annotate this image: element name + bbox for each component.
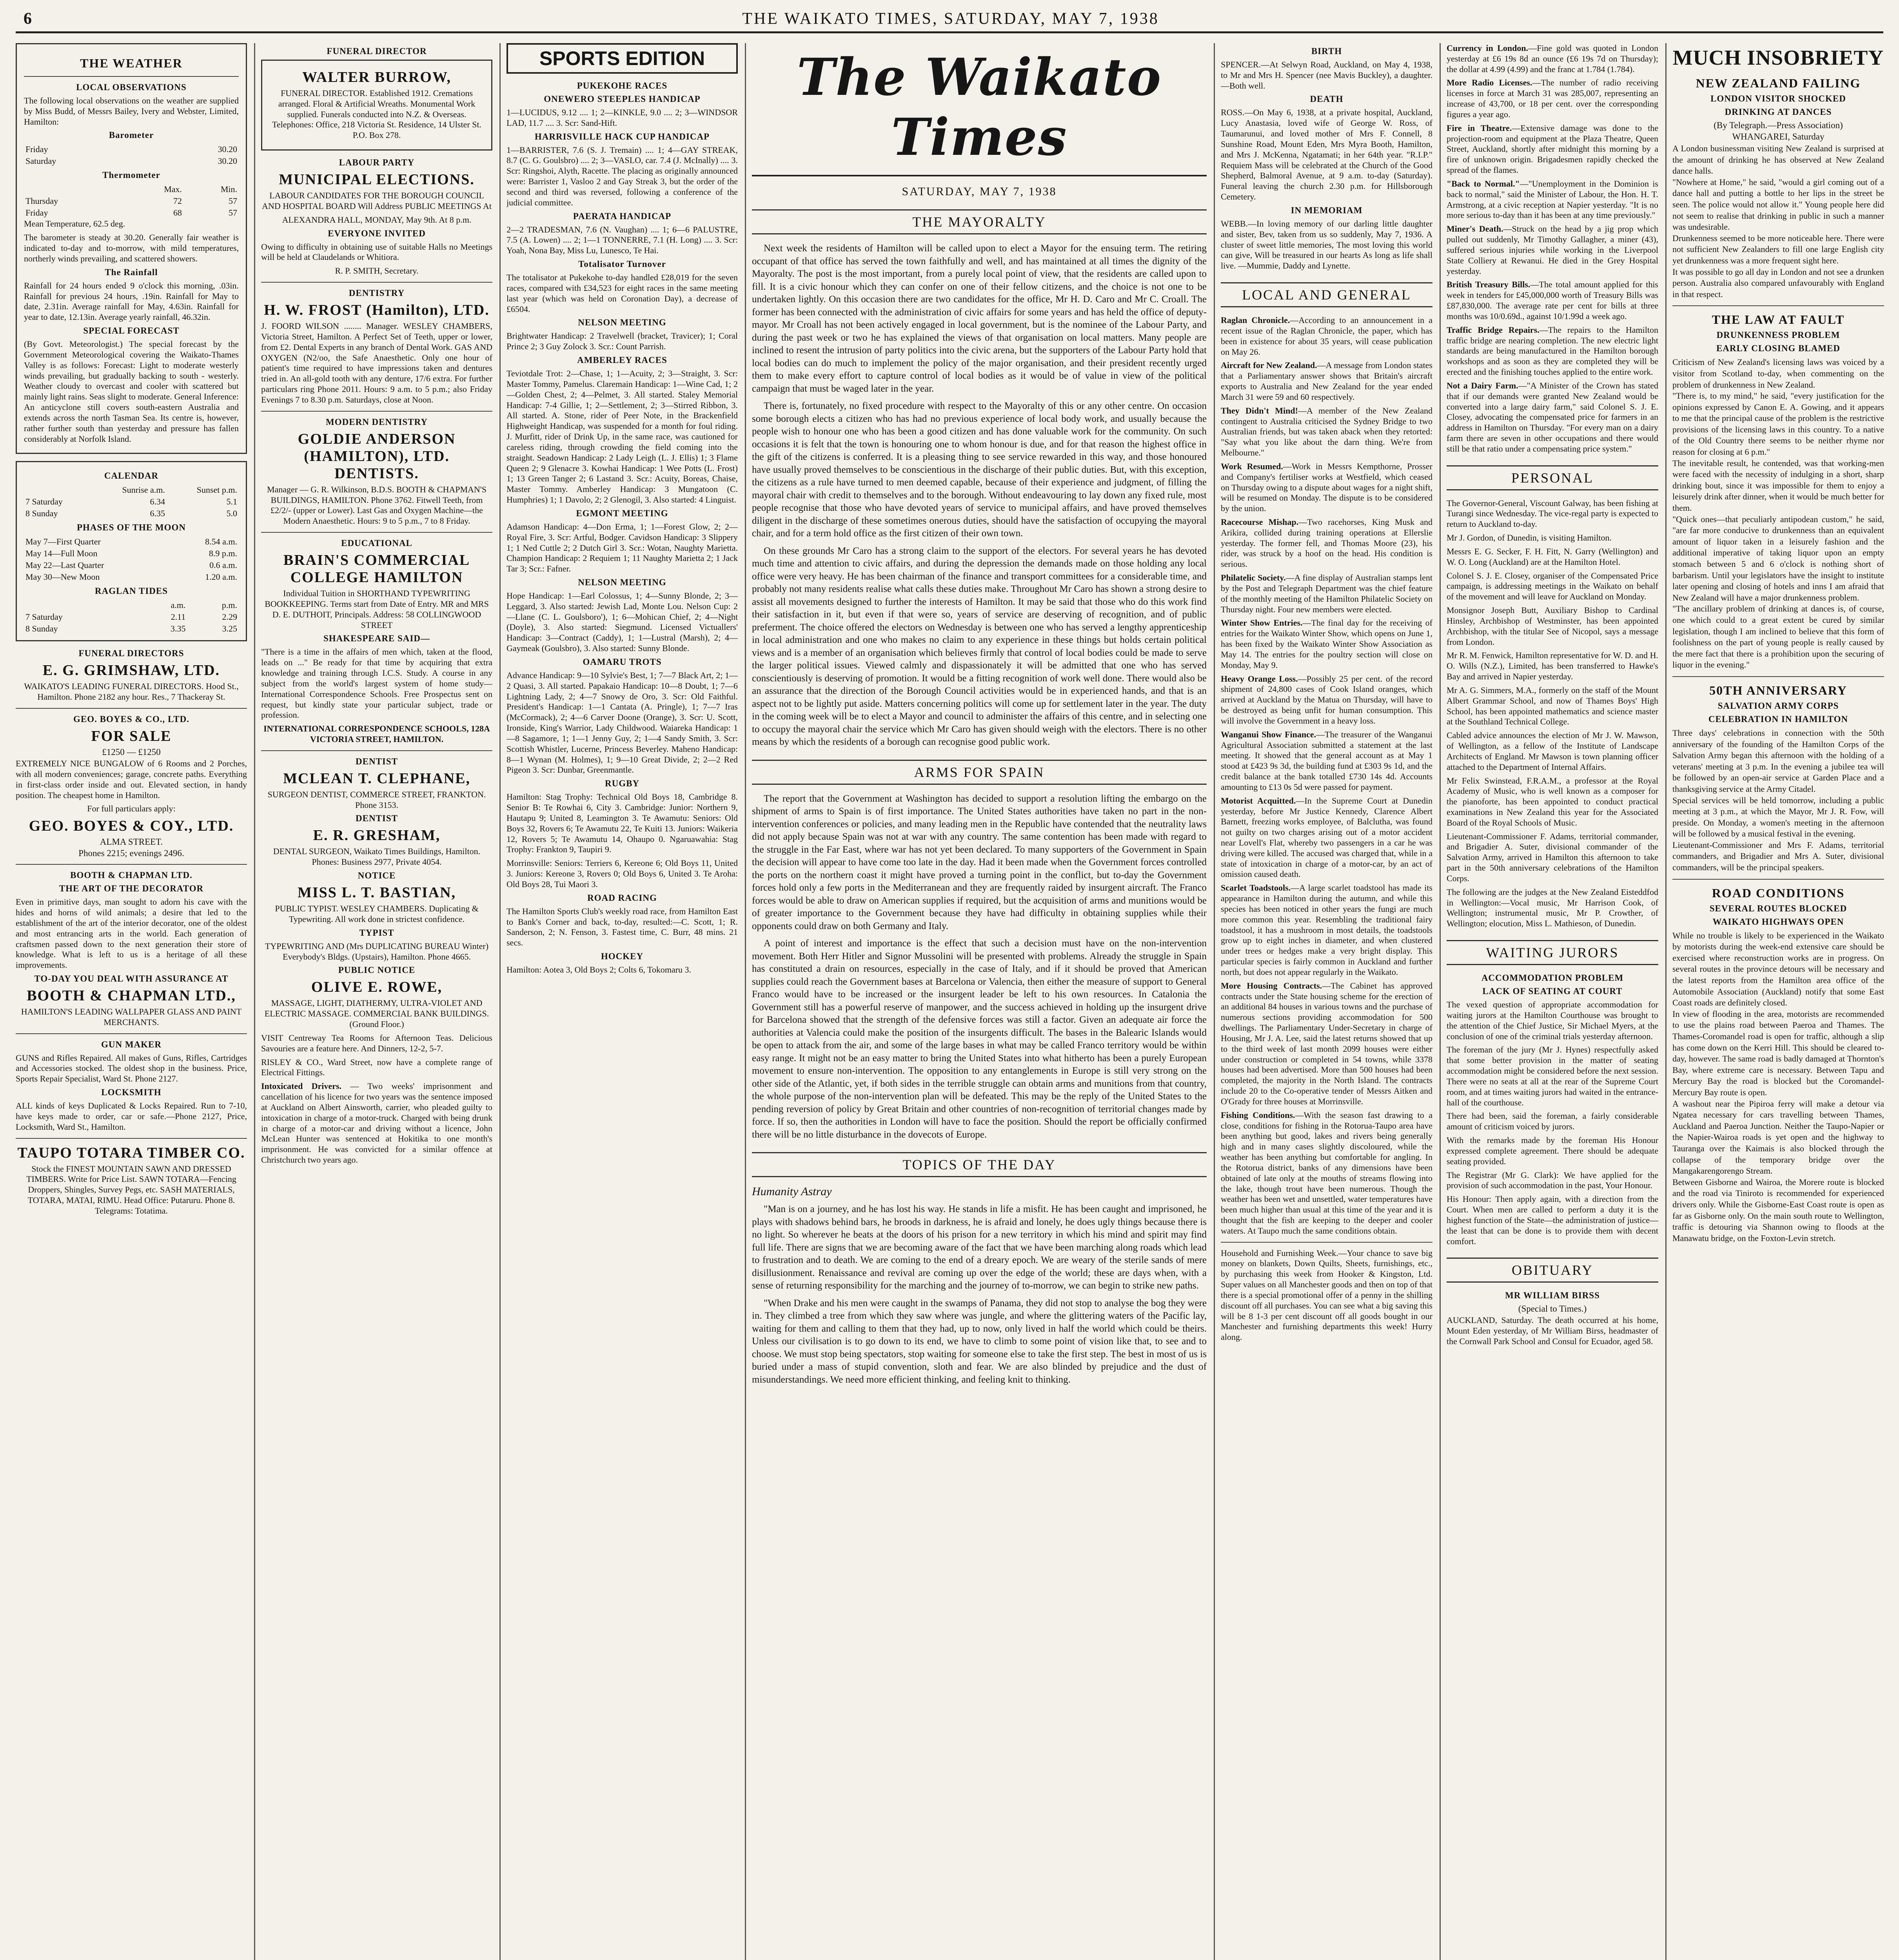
highways-open-subheading: WAIKATO HIGHWAYS OPEN [1712,916,1844,927]
personal-item: Colonel S. J. E. Closey, organiser of the Compensated Price campaign, is addressing meetings in the Waikato on behalf of the movement and will leave for Auckland on Monday. [1447,570,1658,602]
mclean-name: MCLEAN T. CLEPHANE, [283,770,470,787]
drunkenness-subheading: DRUNKENNESS PROBLEM [1716,330,1840,340]
alexandra-hall: ALEXANDRA HALL, MONDAY, May 9th. At 8 p.m. [282,214,472,225]
news-item-lead: Motorist Acquitted. [1221,795,1296,806]
column-1 [16,43,247,1960]
news-item: Fire in Theatre.—Extensive damage was done to the projection-room and equipment at the Plaza Theatre, Queen Street, Auckland, shortly after midnight this morning by a fire of unknown origin. Brigadesmen rapidly checked the spread of the flames. [1447,123,1658,175]
shakespeare-text: "There is a time in the affairs of men which, taken at the flood, leads on ..." Be ready for that time by acquiring that extra knowledge and training through I.C.S. Study. A course in any subject from the world's largest system of home study—International Correspondence Schools. Free Prospectus sent on request, but kindly state your particular subject, trade or profession. [261,647,492,720]
brain-college-name: BRAIN'S COMMERCIAL COLLEGE HAMILTON [283,552,470,586]
news-item-text: A member of the New Zealand contingent to Australia criticised the Sydney Bridge to two Australian friends, but was taken aback when they retorted: "Say what you like about the darn thing. We're from Melbourne." [1221,405,1432,458]
news-item: Aircraft for New Zealand.—A message from London states that a Parliamentary answer shows that Britain's aircraft exports to Australia and New Zealand for the year ended March 31 were 59 and 60 respectively. [1221,360,1432,402]
road-paragraph: Between Gisborne and Wairoa, the Morere route is blocked and the road via Tiniroto is recommended for experienced drivers only. While the Gisborne-East Coast route is open as far as Gisborne only. On the main south route to Wellington, traffic is detouring via Shannon owing to floods at the Manawatu bridge, on the Foxton-Levin stretch. [1672,1177,1884,1243]
result-text: The Hamilton Sports Club's weekly road race, from Hamilton East to Bank's Corner and back, to-day, resulted:—C. Scott, 1; R. Sanderson, 2; N. Fenson, 3. Fastest time, C. Burr, 48 mins. 21 secs. [507,906,738,948]
news-item-text: The repairs to the Hamilton traffic bridge are nearing completion. The new electric light standards are being manufactured in the Hamilton borough workshops and as soon as they are completed they will be erected and the finishing touches applied to the entire work. [1447,325,1658,377]
gun-maker-heading: GUN MAKER [101,1039,162,1049]
personal-heading: PERSONAL [1447,465,1658,490]
table-row: May 22—Last Quarter 0.6 a.m. [25,560,237,570]
news-item-text: "Unemployment in the Dominion is back to normal," said the Minister of Labour, the Hon. H. T. Armstrong, at a civic reception at Napier yesterday. "It is no more serious to-day than it has been at any time previously." [1447,178,1658,220]
tides-heading: RAGLAN TIDES [94,586,168,596]
shakespeare-heading: SHAKESPEARE SAID— [323,633,430,644]
jurors-items [1447,1000,1658,1247]
table-row: May 7—First Quarter 8.54 a.m. [25,537,237,547]
obituary-source: (Special to Times.) [1518,1304,1587,1314]
road-paragraph: While no trouble is likely to be experienced in the Waikato by motorists during the week-end extensive care should be exercised where reconstruction works are in progress. On several routes in the province detours will be necessary and the latest reports from the Hamilton area office of the Automobile Association (Auckland) notify that some East Coast roads are definitely closed. [1672,930,1884,1008]
weather-heading: THE WEATHER [80,56,183,70]
page-masthead: THE WAIKATO TIMES, SATURDAY, MAY 7, 1938 [742,10,1159,28]
news-item-text: "A Minister of the Crown has stated that if our demands were granted New Zealand would be converted into a large dairy farm," said Colonel S. J. E. Closey, advocating the compensated price for farmers in an address in Hamilton on Thursday. "For every man on a dairy farm there are seven in other occupations and there would still be that ratio under a compensating price system." [1447,380,1658,454]
local-general-heading: LOCAL AND GENERAL [1221,282,1432,307]
funeral-directors-heading: FUNERAL DIRECTORS [78,648,184,659]
insobriety-paragraph: A London businessman visiting New Zealand is surprised at the amount of drinking he has observed at New Zealand dance halls. [1672,143,1884,176]
news-item-text: According to an announcement in a recent issue of the Raglan Chronicle, the paper, which has been in existence for about 35 years, will cease publication on May 26. [1221,315,1432,357]
modern-dentistry-heading: MODERN DENTISTRY [326,417,428,427]
salvation-army-subheading: SALVATION ARMY CORPS [1717,701,1839,711]
result-text: Adamson Handicap: 4—Don Erma, 1; 1—Forest Glow, 2; 2—Royal Fire, 3. Scr: Artful, Bodger. Cavidson Handicap: 3 Slippery 1; 1 Ned Cuttle 2; 2 Dutch Girl 3. Scr.: Wotan, Naughty Marietta. Champion Handicap: 2 Requiem 1; 11 Naughty Marietta 2; 1 Jack Tar 3; Scr.: Fafner. [507,521,738,574]
boyes-street: ALMA STREET. [100,837,163,847]
road-paragraph: A washout near the Pipiroa ferry will make a detour via Ngatea necessary for cars travelling between Thames, Auckland and Paeroa Junction. Neither the Taupo-Napier or the Napier-Wairoa roads is yet open and the highway to Tauranga over the Kaimais is also blocked through the collapse of the temporary bridge over the Mangakarengorengo Stream. [1672,1098,1884,1176]
nz-failing-headline: NEW ZEALAND FAILING [1696,76,1861,90]
news-item-text: Work in Messrs Kempthorne, Prosser and Company's fertiliser works at Westfield, which ceased on Thursday owing to a dispute about wages for a night shift, will be resumed on Monday. The dispute is to be considered by the union. [1221,461,1432,514]
visitor-subheading: LONDON VISITOR SHOCKED [1710,94,1846,103]
news-item-lead: Fire in Theatre. [1447,123,1512,133]
result-text: Advance Handicap: 9—10 Sylvie's Best, 1; 7—7 Black Art, 2; 1—2 Quasi, 3. All started. Papakaio Handicap: 10—8 Doubt, 1; 7—6 Lightning Lady, 2; 4—7 Snowy de Oro, 3. Scr: Old Faithful. President's Handicap: 1—1 Cantata (A. Pringle), 1; 7—7 Iras (McCormack), 2; 4—6 Carver Doone (Orange), 3. Scr: U. Scott, Ironside, King's Warrior, Lady Childwood. Waiareka Handicap: 1—8 Sagamore, 1; 1—1 Jenny Guy, 2; 1—4 Sandy Smith, 3. Scr: Scottish Whistler, Lucerne, Princess Beverley. Maheno Handicap: 8—1 Wynan (M. Holmes), 1; 9—10 Great Divide, 2; 2—2 Red Pigeon 3. Scr: Dunbar, Greenmantle. [507,670,738,775]
news-item-text: A large scarlet toadstool has made its appearance in Hamilton during the autumn, and while this species has been noticed in other years the fungi are much more common this year. Resembling the traditional fairy toadstool, it has a mushroom in most details, the toadstools grow up to eight inches in diameter, and when clustered under trees or hedges make a very bright display. This particular species is fairly common in Auckland and further north, but does not appear regularly in the Waikato. [1221,883,1432,977]
news-item-lead: Aircraft for New Zealand. [1221,360,1317,370]
totara-text: Stock the FINEST MOUNTAIN SAWN AND DRESSED TIMBERS. Write for Price List. SAWN TOTARA—Fencing Droppers, Shingles, Survey Pegs, etc. SASH MATERIALS, TOTARA, MATAI, RIMU. Head Office: Putaruru. Phone 8. Telegrams: Totatima. [26,1163,236,1216]
moon-table [24,536,239,583]
arms-paragraph: A point of interest and importance is the effect that such a decision must have on the non-intervention movement. Both Herr Hitler and Signor Mussolini will be presented with problems. Already the struggle in Spain has constituted a drain on resources, especially in the case of Italy, and if it should be proved that American supplies could reach the Government bases at Barcelona or Valencia, then either the measure of support to General Franco would have to be increased or the insurgent leader be left to his own resources. In Catalonia the Government still has a powerful reserve of manpower, and the success achieved in holding up the insurgent drive for Barcelona showed that the strength of the defensive forces was still a factor. Given an adequate air force the authorities at Valencia could make the position of the insurgents difficult. The bases in the Balearic Islands would be open to attack from the air, and some of the large bases in what may be called Franco territory would be within easy range. It might not be an easy matter to bring the United States into what hitherto has been a purely European movement to ensure non-intervention. The opposition to any entanglements in Europe is still very strong on the other side of the Atlantic, yet, if both sides in the terrible struggle can obtain arms and munitions from that country, the whole purpose of the non-intervention plan will be defeated. This may be the reply of the United States to the pending reversion of policy by Great Britain and other countries of non-recognition of territorial changes made by force. If so, then the authorities in London will have to face the position. Should the report be officially confirmed there will be no little disturbance in the dovecots of Europe. [752,938,1207,1140]
boyes-phones: Phones 2215; evenings 2496. [78,848,184,858]
result-heading: RUGBY [605,779,640,789]
personal-item: Cabled advice announces the election of Mr J. W. Mawson, of Wellington, as a fellow of the Institute of Landscape Architects of England. Mr Mawson is town planning officer attached to the Department of Internal Affairs. [1447,730,1658,772]
road-paragraph: In view of flooding in the area, motorists are recommended to use the plains road between Paeroa and Thames. The Thames-Coromandel road is open for traffic, although a slip has come down on the Kerri Hill. This should be cleared to-day, however. The same road is badly damaged at Thornton's Bay, where extreme care is necessary. Between Tapu and Mercury Bay the road is blocked but the Coromandel-Mercury Bay route is open. [1672,1009,1884,1097]
mayoralty-heading: THE MAYORALTY [752,209,1207,234]
table-row: May 30—New Moon 1.20 a.m. [25,572,237,582]
result-text: Hope Handicap: 1—Earl Colossus, 1; 4—Sunny Blonde, 2; 3—Leggard, 3. Also started: Jewish Lad, Monte Lou. Nelson Cup: 2—Llane (C. L. Goulsboro'), 1; 6—Mohican Chief, 2; 4—Night (Doyle), 3. Also started: Siegmund. Licensed Victuallers' Handicap: 3—Contract (Caddy), 1; 1—Lustral (Marsh), 2; 4—Gaymeak (Goulsbro), 3. Also started: Sunny Blonde. [507,590,738,653]
special-forecast-heading: SPECIAL FORECAST [83,326,180,336]
sale-price: £1250 — £1250 [102,747,161,757]
decorator-heading: THE ART OF THE DECORATOR [59,884,204,894]
dances-subheading: DRINKING AT DANCES [1725,107,1832,117]
result-text: Hamilton: Stag Trophy: Technical Old Boys 18, Cambridge 8. Senior B: Te Rowhai 6, City 3. Cambridge: Junior: Northern 9, Hautapu 9; United 8, Leamington 3. Te Awamutu: Seniors: Old Boys 32, Rovers 6; Te Awamutu 22, Te Kuiti 13. Juniors: Waikeria 12, Rovers 5; Te Awamutu 14, Ohaupo 0. Ngaruawahia: Stag Trophy: Frankton 9, Taupiri 9. [507,792,738,855]
news-item: Currency in London.—Fine gold was quoted in London yesterday at £6 19s 8d an ounce (£6 19s 7d on Thursday); the dollar at 4.99 (4.99) and the franc at 1.784 (1.784). [1447,43,1658,74]
mclean-text: SURGEON DENTIST, COMMERCE STREET, FRANKTON. Phone 3153. [267,789,486,810]
news-item: Fishing Conditions.—With the season fast drawing to a close, conditions for fishing in the Rotorua-Taupo area have been anything but good, lakes and rivers being generally high and in many cases slightly discoloured, while the weather has been anything but comfortable for angling. In the Rotorua district, banks of any dimensions have been obtained of late only at the mouths of streams flowing into the lake, though trout have been numerous. Though the weather has been wet and unsettled, water temperatures have been much higher than usual at this time of the year and it is thought that the fish are keeping to the deeper and cooler waters. At Taupo much the same conditions obtain. [1221,1110,1432,1236]
brain-college-text: Individual Tuition in SHORTHAND TYPEWRITING BOOKKEEPING. Terms start from Date of Entry. MR and MRS D. E. DUTHOIT, Principals. Address: 58 COLLINGWOOD STREET [265,588,489,630]
page-number: 6 [24,10,32,28]
rainfall-text: Rainfall for 24 hours ended 9 o'clock this morning, .03in. Rainfall for previous 24 hours, .19in. Rainfall for May to date, 2.31in. Average rainfall for May, 4.63in. Rainfall for year to date, 12.13in. Average yearly rainfall, 46.32in. [24,280,239,322]
law-paragraph: Criticism of New Zealand's licensing laws was voiced by a visitor from Scotland to-day, when commenting on the problem of drunkenness in New Zealand. [1672,357,1884,390]
news-item-lead: Miner's Death. [1447,224,1503,234]
topics-paragraph: "When Drake and his men were caught in the swamps of Panama, they did not stop to analyse the bog they were in. They climbed a tree from which they saw where was jungle, and where the glittering waters of the Pacific lay, waiting for them and calling to them that they had, up to now, only lived in half the world which could be theirs. Unless our civilisation is to go down to its end, we have to climb to some point of vision like that, to see and to choose. We must stop being spectators, stop waiting for someone else to take the first step. The best in most of us is buried under a mass of stupid convention, sloth and fear. We are also blinded by prejudice and the dust of misunderstandings. We need more efficient thinking, and feeling knit to thinking. [752,1298,1207,1385]
thermometer-heading: Thermometer [102,170,160,180]
early-closing-subheading: EARLY CLOSING BLAMED [1716,343,1841,354]
result-heading: NELSON MEETING [578,577,666,587]
news-item-text: Possibly 25 per cent. of the record shipment of 24,800 cases of Cook Island oranges, which arrived at Auckland by the Matua on Thursday, will have to be destroyed as being unfit for human consumption. This will involve the Government in a heavy loss. [1221,673,1432,726]
table-row: 8 Sunday 3.35 3.25 [25,624,237,634]
insobriety-headline: MUCH INSOBRIETY [1672,46,1884,69]
personal-item: Monsignor Joseph Butt, Auxiliary Bishop to Cardinal Hinsley, Archbishop of Westminster, has been appointed Archbishop, with the titular See of Nicopol, says a message from London. [1447,605,1658,647]
news-item-lead: Currency in London. [1447,43,1529,53]
boyes-signature: GEO. BOYES & COY., LTD. [29,818,234,835]
result-text: Brightwater Handicap: 2 Travelwell (bracket, Travicer); 1; Coral Prince 2; 3 Guy Zolock 3. Scr.: Count Parrish. [507,331,738,352]
insobriety-paragraph: It was possible to go all day in London and not see a drunken person. Australia also compared unfavourably with England in that respect. [1672,267,1884,299]
column-6 [1447,43,1658,1960]
column-3 [507,43,738,1960]
road-conditions-headline: ROAD CONDITIONS [1712,886,1845,900]
humanity-astray-heading: Humanity Astray [752,1185,832,1198]
table-row: Saturday 30.20 [25,156,237,166]
news-item: Motorist Acquitted.—In the Supreme Court at Dunedin yesterday, before Mr Justice Kennedy, Clarence Albert Barnett, freezing works employee, of Balclutha, was found not guilty on two charges arising out of a motor accident near Lovell's Flat, whereby two passengers in a car he was driving were killed. The accused was charged that, while in a state of intoxication in charge of a motor-car, by an act of omission caused death. [1221,795,1432,879]
for-sale-heading: FOR SALE [91,728,172,745]
news-item: Not a Dairy Farm.—"A Minister of the Crown has stated that if our demands were granted New Zealand would be converted into a large dairy farm," said Colonel S. J. E. Closey, advocating the compensated price for farmers in an address in Hamilton on Thursday. "For every man on a dairy farm there are seven in other occupations and there would still be that ratio under a compensating price system." [1447,380,1658,454]
column-5 [1221,43,1432,1960]
news-item-text: Extensive damage was done to the projection-room and equipment at the Plaza Theatre, Queen Street, Auckland, shortly after midnight this morning by a fire of unknown origin. Brigadesmen rapidly checked the spread of the flames. [1447,123,1658,175]
result-text: Hamilton: Aotea 3, Old Boys 2; Colts 6, Tokomaru 3. [507,965,692,975]
table-row: May 14—Full Moon 8.9 p.m. [25,548,237,559]
personal-item: Messrs E. G. Secker, F. H. Fitt, N. Garry (Wellington) and W. O. Long (Auckland) are at the Hamilton Hotel. [1447,546,1658,567]
news-item-lead: More Radio Licenses. [1447,78,1532,88]
news-item-text: The total amount applied for this week in tenders for £45,000,000 worth of Treasury Bills was £87,830,000. The average rate per cent for bills at three months was 10/0.69d., against 10/1.99d a week ago. [1447,279,1658,321]
news-item-lead: Not a Dairy Farm. [1447,380,1518,390]
news-item-text: In the Supreme Court at Dunedin yesterday, before Mr Justice Kennedy, Clarence Albert Barnett, freezing works employee, of Balclutha, was found not guilty on two charges arising out of a motor accident near Lovell's Flat, whereby two passengers in a car he was driving were killed. The accused was charged that, while in a state of intoxication in charge of a motor-car, by an act of omission caused death. [1221,795,1432,879]
column-4 [752,43,1207,1960]
news-item-text: A message from London states that a Parliamentary answer shows that Britain's aircraft exports to Australia and New Zealand for the year ended March 31 were 59 and 60 respectively. [1221,360,1432,402]
news-item: More Radio Licenses.—The number of radio receiving licenses in force at March 31 was 285,007, representing an increase of 43,700, or 18 per cent. over the corresponding figures a year ago. [1447,78,1658,119]
funeral-director-heading: FUNERAL DIRECTOR [327,46,427,56]
news-item: More Housing Contracts.—The Cabinet has approved contracts under the State housing scheme for the erection of an additional 84 houses in various towns and the purchase of numerous sections providing accommodation for 500 dwellings. The Parliamentary Under-Secretary in charge of Housing, Mr J. A. Lee, said the latest returns showed that up to the third week of last month 2099 houses were either under construction or completed in 54 towns, while 3378 houses had been advertised. More than 500 houses had been completed, the majority in the North Island. The contracts include 20 to the Co-operative tender of Messrs Aitken and O'Grady for three houses at Morrinsville. [1221,980,1432,1106]
burrow-text: FUNERAL DIRECTOR. Established 1912. Cremations arranged. Floral & Artificial Wreaths. Monumental Work supplied. Funerals conducted into N.Z. & Overseas. Telephones: Office, 218 Victoria St. Residence, 14 Ulster St. P.O. Box 278. [272,88,481,140]
booth-heading: BOOTH & CHAPMAN LTD. [70,870,192,880]
column-divider [1214,43,1215,1960]
news-item: British Treasury Bills.—The total amount applied for this week in tenders for £45,000,000 worth of Treasury Bills was £87,830,000. The average rate per cent for bills at three months was 10/0.69d., against 10/1.99d a week ago. [1447,279,1658,321]
news-item: Racecourse Mishap.—Two racehorses, King Musk and Arikira, collided during training operations at Ellerslie yesterday. The former fell, and Thomas Moore (23), his rider, was struck by a hoof on the head. His condition is serious. [1221,517,1432,569]
rowe-text: MASSAGE, LIGHT, DIATHERMY, ULTRA-VIOLET AND ELECTRIC MASSAGE. COMMERCIAL BANK BUILDINGS. (Ground Floor.) [264,998,489,1029]
frost-text: J. FOORD WILSON ........ Manager. WESLEY CHAMBERS, Victoria Street, Hamilton. A Perfect Set of Teeth, upper or lower, from £2. Dental Experts in any branch of Dental Work. GAS AND OXYGEN (N2/oo, the Safe Anaesthetic. Only one hour of patient's time required to have impressions taken and dentures tried in. An all-gold tooth with any denture, 17/6 extra. For further particulars ring Phone 2011. Hours: 9 a.m. to 5 p.m.; also Friday Evenings 7 to 8.30 p.m. Saturdays, close at Noon. [261,321,492,405]
onewero-heading: ONEWERO STEEPLES HANDICAP [544,94,701,104]
intoxicated-drivers-item: Intoxicated Drivers. — Two weeks' imprisonment and cancellation of his licence for two years was the sentence imposed at Auckland on Albert Ainsworth, carrier, who pleaded guilty to intoxication in charge of a motor-truck. Charged with being drunk in charge of a motor-car and driving without a licence, John McLean Hunter was sentenced at Hokitika to one month's imprisonment. He was convicted for a similar offence at Christchurch two years ago. [261,1081,492,1165]
news-item: Raglan Chronicle.—According to an announcement in a recent issue of the Raglan Chronicle, the paper, which has been in existence for about 35 years, will cease publication on May 26. [1221,315,1432,357]
news-item: Miner's Death.—Struck on the head by a jig prop which pulled out suddenly, Mr Timothy Gallagher, a miner (43), suffered serious injuries while working in the Liverpool State Colliery at Rewanui. He died in the Grey Hospital yesterday. [1447,224,1658,276]
news-item-text: Two racehorses, King Musk and Arikira, collided during training operations at Ellerslie yesterday. The former fell, and Thomas Moore (23), his rider, was struck by a hoof on the head. His condition is serious. [1221,517,1432,569]
mayoralty-paragraph: There is, fortunately, no fixed procedure with respect to the Mayoralty of this or any other centre. On occasion some borough elects a citizen who has had no previous experience of local body work, and usually because the people wish to honour one who has been a good citizen and has done valuable work for the community. On such occasions it is felt that the town is honouring one to whom honour is due, and for that reason the highest office in the gift of the citizens is conferred. It is a pleasing thing to see service rewarded in this way, and those honoured have usually proved themselves to be conscientious in the discharge of their public duties. But, with this exception, the citizens as a rule have turned to men deemed capable, because of their experience and judgment, of filling the mayoral chair with credit to themselves and to the borough. Without endeavouring to lay down any fixed rule, most people recognise that those who have devoted years of service to municipal affairs, and have proved themselves diligent in the discharge of these sometimes onerous duties, should have the satisfaction of occupying the mayoral chair, and for a term hold office as the first citizen of their own town. [752,401,1207,539]
routes-blocked-subheading: SEVERAL ROUTES BLOCKED [1709,903,1847,913]
waiting-jurors-heading: WAITING JURORS [1447,940,1658,965]
result-heading: OAMARU TROTS [583,657,662,667]
news-item-text: Fine gold was quoted in London yesterday at £6 19s 8d an ounce (£6 19s 7d on Thursday); the dollar at 4.99 (4.99) and the franc at 1.784 (1.784). [1447,43,1658,74]
result-heading: Totalisator Turnover [578,259,666,269]
seating-subheading: LACK OF SEATING AT COURT [1482,986,1623,996]
brief-items [1447,43,1658,454]
goldie-text: Manager — G. R. Wilkinson, B.D.S. BOOTH & CHAPMAN'S BUILDINGS, HAMILTON. Phone 3762. Fitwell Teeth, from £2/2/- (upper or Lower). Last Gas and Oxygen Machine—the Modern Anaesthetic. Hours: 9 to 5 p.m., 7 to 8 Friday. [267,484,487,526]
editorial-date: SATURDAY, MAY 7, 1938 [902,185,1057,198]
personal-item: The Governor-General, Viscount Galway, has been fishing at Turangi since Wednesday. The vice-regal party is expected to return to Auckland to-day. [1447,498,1658,529]
dentist-heading: DENTIST [356,756,398,766]
law-paragraph: "The ancillary problem of drinking at dances is, of course, one which could to a great extent be cured by similar legislation, though I am inclined to believe that this form of foolishness on the part of young people is really caused by the mere fact that there is a prohibition upon the securing of liquor in the evening." [1672,604,1884,670]
table-row: Friday 68 57 [25,208,237,218]
weather-box [16,43,247,454]
dateline-whangarei: WHANGAREI, Saturday [1732,132,1825,142]
law-paragraph: "Quick ones—that peculiarly antipodean custom," he said, "are far more conducive to drunkenness than an equivalent amount of liquor taken in a leisurely fashion and the additional imperative of taking liquor upon an empty stomach between 5 and 6 o'clock is nothing short of barbarism. Until your legislators have the insight to institute later opening and closing of hotels and inns I am afraid that New Zealand will have a major drunkenness problem. [1672,514,1884,603]
totara-name: TAUPO TOTARA TIMBER CO. [17,1144,245,1161]
table-header-row: a.m. p.m. [171,600,237,610]
gresham-text: DENTAL SURGEON, Waikato Times Buildings, Hamilton. Phones: Business 2977, Private 4054. [273,846,481,867]
jurors-paragraph: The Registrar (Mr G. Clark): We have applied for the provision of such accommodation in the past, Your Honour. [1447,1170,1658,1191]
burrow-ad [261,60,492,151]
gun-maker-text: GUNS and Rifles Repaired. All makes of Guns, Rifles, Cartridges and Accessories stocked. The oldest shop in the business. Price, Sports Repair Specialist, Ward St. Phone 2127. [16,1053,247,1084]
burrow-name: WALTER BURROW, [302,69,451,85]
public-notice-heading: PUBLIC NOTICE [338,965,416,975]
ics-address: INTERNATIONAL CORRESPONDENCE SCHOOLS, 128A VICTORIA STREET, HAMILTON. [263,724,490,744]
obituary-heading: OBITUARY [1447,1258,1658,1283]
result-text: Teviotdale Trot: 2—Chase, 1; 1—Acuity, 2; 3—Straight, 3. Scr: Master Tommy, Pamelus. Claremain Handicap: 1—Wine Cad, 1; 2—Golden Chest, 2; 4—Pelmet, 3. All started. Staley Memorial Handicap: 7-4 Gillie, 1; 2—Settlement, 2; 3—Stirred Ribbon, 3. All started. A. Stone, rider of Peer Note, in the Brackenfield Highweight Handicap, was suspended for a month for foul riding. J. Murfitt, rider of Drink Up, in the same race, was cautioned for careless riding, through crowding the field coming into the straight. Seadown Handicap: 2 Lady Leigh (L. J. Ellis) 1; 3 Flame Queen 2; 9 Glenacre 3. Kowhai Handicap: 1 Wee Potts (L. Frost) 1; 13 Green Tanger 2; 6 Lastand 3. Scr.: Acuity, Boreas, Chaise, Master Tommy. Amberley Handicap: 3 Mungatoon (C. Humphries) 1; 1 Davolo, 2; 2 Glenogil, 3. Also started: 4 Linguist. [507,368,738,505]
anniversary-paragraph: Three days' celebrations in connection with the 50th anniversary of the founding of the Hamilton Corps of the Salvation Army began this afternoon with the holding of a veterans' meeting at 3 p.m. In the evening a jubilee tea will be followed by an open-air service at Garden Place and a thanksgiving service at the Army Citadel. [1672,728,1884,794]
arms-heading: ARMS FOR SPAIN [752,760,1207,785]
personal-item: Mr J. Gordon, of Dunedin, is visiting Hamilton. [1447,533,1612,543]
bungalow-text: EXTREMELY NICE BUNGALOW of 6 Rooms and 2 Porches, with all modern conveniences; garage, concrete paths. Everything in first-class order inside and out. Elevated section, in handy position. The cheapest home in Hamilton. [16,759,247,800]
news-item-lead: Racecourse Mishap. [1221,517,1299,527]
news-item-lead: More Housing Contracts. [1221,980,1322,991]
birth-notice: SPENCER.—At Selwyn Road, Auckland, on May 4, 1938, to Mr and Mrs H. Spencer (nee Mavis Buckley), a daughter.—Both well. [1221,60,1432,91]
calendar-heading: CALENDAR [104,471,159,481]
grimshaw-name: E. G. GRIMSHAW, LTD. [42,662,220,679]
news-item: They Didn't Mind!—A member of the New Zealand contingent to Australia criticised the Sydney Bridge to two Australian friends, but was taken aback when they retorted: "Say what you like about the darn thing. We're from Melbourne." [1221,405,1432,458]
news-item-lead: Scarlet Toadstools. [1221,883,1291,893]
special-forecast-text: (By Govt. Meteorologist.) The special forecast by the Government Meteorological covering the Waikato-Thames Valley is as follows: Forecast: Light to moderate westerly winds prevailing, but gradually backing to south - westerly. Weather cloudy to overcast and cooler with scattered but mainly light rains. Seas slight to moderate. General Inference: An anticyclone still covers south-eastern Australia and extends across the north Tasman Sea. Its centre is, however, rather further south than yesterday and pressure has fallen considerably at Norfolk Island. [24,339,239,444]
news-item: Scarlet Toadstools.—A large scarlet toadstool has made its appearance in Hamilton during the autumn, and while this species has been noticed in other years the fungi are much more common this year. Resembling the traditional fairy toadstool, it has a mushroom in most details, the toadstools grow up to eight inches in diameter, and when clustered under trees or hedges make a very bright display. This particular species is fairly common in Auckland and further north, but does not appear regularly in the Waikato. [1221,883,1432,977]
personal-items [1447,498,1658,929]
news-item: Work Resumed.—Work in Messrs Kempthorne, Prosser and Company's fertiliser works at Westfield, which ceased on Thursday owing to a dispute about wages for a night shift, will be resumed on Monday. The dispute is to be considered by the union. [1221,461,1432,514]
bastian-text: PUBLIC TYPIST. WESLEY CHAMBERS. Duplicating & Typewriting. All work done in strictest confidence. [275,904,479,924]
result-heading: ROAD RACING [587,893,657,903]
topics-paragraph: "Man is on a journey, and he has lost his way. He stands in life a misfit. He has been caught and imprisoned, he plays with shadows behind bars, he broods in darkness, he is afraid and lonely, he does ugly things because there is no light. So wherever he beats at the doors of his prison for a new territory in which his mind and spirit may find full life. There are signs that we are becoming aware of the fact that we have been marching along roads which lead to frustration and to death. We are coming to the end of a dreary epoch. We are weary of the sterile sands of mere disillusionment. Renaissance and revival are coming up over the edge of the world; these are days when, with a sense of returning responsibility for the marching and the journey of to-morrow, we can begin to strike new paths. [752,1204,1207,1291]
bastian-name: MISS L. T. BASTIAN, [297,884,456,901]
calendar-box [16,461,247,641]
labour-candidates: LABOUR CANDIDATES FOR THE BOROUGH COUNCIL AND HOSPITAL BOARD Will Address PUBLIC MEETINGS At [262,191,492,211]
table-row: 7 Saturday 6.34 5.1 [25,497,237,507]
decorator-text: Even in primitive days, man sought to adorn his cave with the hides and horns of wild animals; a desire that led to the establishment of the art of the interior decorator, one of the oldest and most entrancing arts in the world. Each generation of craftsmen passed down to the next generation their store of knowledge. What is left to us is a heritage of all these improvements. [16,897,247,970]
rowe-name: OLIVE E. ROWE, [311,979,443,996]
insobriety-paragraph: Drunkenness seemed to be more noticeable here. There were not sufficient New Zealanders to fill one large English city yet drunkenness was a more frequent sight here. [1672,233,1884,265]
memoriam-notice: WEBB.—In loving memory of our darling little daughter and sister, Bev, taken from us so suddenly, May 7, 1936. A cluster of sweet little memories, The most loving this world can give, Will be treasured in our hearts As long as life shall live. —Mummie, Daddy and Lynette. [1221,218,1432,271]
anniversary-headline: 50TH ANNIVERSARY [1709,683,1847,697]
booth-name: BOOTH & CHAPMAN LTD., [27,987,236,1004]
jurors-paragraph: The foreman of the jury (Mr J. Hynes) respectfully asked that some better provision in the matter of seating accommodation might be considered before the next session. There were no seats at all at the rear of the Supreme Court room, and at times waiting jurors had waited in the entrance-hall of the courthouse. [1447,1045,1658,1107]
news-item-text: The Cabinet has approved contracts under the State housing scheme for the erection of an additional 84 houses in various towns and the purchase of numerous sections providing accommodation for 500 dwellings. The Parliamentary Under-Secretary in charge of Housing, Mr J. A. Lee, said the latest returns showed that up to the third week of last month 2099 houses were either under construction or completed in 54 towns, while 3378 houses had been advertised. More than 500 houses had been completed, the majority in the North Island. The contracts include 20 to the Co-operative tender of Messrs Aitken and O'Grady for three houses at Morrinsville. [1221,980,1432,1106]
halls-notice: Owing to difficulty in obtaining use of suitable Halls no Meetings will be held at Claudelands or Whitiora. [261,241,492,262]
mean-temperature: Mean Temperature, 62.5 deg. [24,219,125,229]
typist-heading: TYPIST [359,927,394,938]
anniversary-paragraph: Lieutenant-Commissioner and Mrs F. Adams, territorial commanders, and Brigadier and Mrs A. Suter, divisional commanders, will be the principal speakers. [1672,840,1884,873]
obituary-name: MR WILLIAM BIRSS [1505,1290,1600,1301]
table-row: 8 Sunday 6.35 5.0 [25,508,237,519]
news-item-text: With the season fast drawing to a close, conditions for fishing in the Rotorua-Taupo area have been anything but good, lakes and rivers being generally high and in many cases slightly discoloured, while the weather has been anything but comfortable for angling. In the Rotorua district, banks of any dimensions have been obtained of late only at the mouths of streams flowing into the lake, though trout have been numerous. Though the weather has been wet and unsettled, water temperatures have been much higher than usual at this time of the year and it is thought that the fish are keeping to the deeper and cooler waters. At Taupo much the same conditions obtain. [1221,1110,1432,1236]
masthead-bar [24,9,1878,33]
news-item: Heavy Orange Loss.—Possibly 25 per cent. of the record shipment of 24,800 cases of Cook Island oranges, which arrived at Auckland by the Matua on Thursday, will have to be destroyed as being unfit for human consumption. This will involve the Government in a heavy loss. [1221,673,1432,726]
personal-item: Mr R. M. Fenwick, Hamilton representative for W. D. and H. O. Wills (N.Z.), Limited, has been transferred to Hawke's Bay and arrived in Napier yesterday. [1447,650,1658,682]
typist-text: TYPEWRITING AND (Mrs DUPLICATING BUREAU Winter) Everybody's Bldgs. (Upstairs), Hamilton. Phone 4665. [265,941,489,962]
law-paragraph: "There is, to my mind," he said, "every justification for the opinions expressed by Canon E. A. Gowing, and it appears to me that the principal cause of the problem is the restrictive provisions of the licensing laws in this country. To a native of the Old Country there seems to be neither rhyme nor reason for closing at 6 p.m." [1672,391,1884,457]
personal-item: Mr Felix Swinstead, F.R.A.M., a professor at the Royal Academy of Music, who is well known as a composer for the pianoforte, has been appointed to conduct practical examinations in New Zealand this year for the Associated Board of the Royal Schools of Music. [1447,775,1658,828]
news-item-lead: Winter Show Entries. [1221,618,1303,628]
local-observations-heading: LOCAL OBSERVATIONS [76,82,187,92]
locksmith-heading: LOCKSMITH [101,1087,162,1098]
table-header-row: Max. Min. [164,184,237,194]
everyone-invited: EVERYONE INVITED [328,228,426,238]
local-items [1221,315,1432,1236]
jurors-paragraph: The vexed question of appropriate accommodation for waiting jurors at the Hamilton Courthouse was brought to the attention of the Chief Justice, Sir Michael Myers, at the conclusion of one of the criminal trials yesterday afternoon. [1447,1000,1658,1041]
centreway-ad: VISIT Centreway Tea Rooms for Afternoon Teas. Delicious Savouries are a feature here. And Dinners, 12-2, 5-7. [261,1033,492,1053]
column-divider [499,43,501,1960]
result-heading: HOCKEY [601,951,644,961]
frost-name: H. W. FROST (Hamilton), LTD. [264,302,490,319]
insobriety-paragraph: "Nowhere at Home," he said, "would a girl coming out of a dance hall and putting a bottle to her lips in the street be seen. The police would not allow it." Young people here did not seem to realise that drinking in public in such a manner was undesirable. [1672,177,1884,232]
personal-item: The following are the judges at the New Zealand Eisteddfod in Wellington:—Vocal music, Mr Harrison Cook, of Wellington; instrumental music, Mr P. Crowther, of Wellington; elocution, Miss L. Mathieson, of Dunedin. [1447,887,1658,929]
column-divider [254,43,255,1960]
news-item-text: The final day for the receiving of entries for the Waikato Winter Show, which opens on June 1, has been fixed by the Waikato Winter Show Association as May 14. The entries for the poultry section will close on Monday, May 9. [1221,618,1432,670]
locksmith-text: ALL kinds of keys Duplicated & Locks Repaired. Run to 7-10, have keys made to order, car or safe.—Phone 2127, Price, Locksmith, Ward St., Hamilton. [16,1101,247,1132]
labour-party-heading: LABOUR PARTY [339,158,415,168]
news-item-lead: Work Resumed. [1221,461,1283,471]
anniversary-paragraph: Special services will be held tomorrow, including a public meeting at 3 p.m., at which the Mayor, Mr J. R. Fow, will preside. On Monday, a women's meeting in the afternoon will be followed by a musical festival in the evening. [1672,795,1884,839]
wallpaper-text: HAMILTON'S LEADING WALLPAPER GLASS AND PAINT MERCHANTS. [21,1006,242,1027]
notice-heading: NOTICE [358,871,396,881]
news-item: Wanganui Show Finance.—The treasurer of the Wanganui Agricultural Association submitted a statement at the last meeting. It showed that the general account as at May 1 stood at £423 9s 3d, the building fund at £303 9s 1d, and the credit balance at the bank totalled £730 14s 4d. Accounts amounting to £13 0s 5d were passed for payment. [1221,729,1432,792]
obituary-text: AUCKLAND, Saturday. The death occurred at his home, Mount Eden yesterday, of Mr William Birss, headmaster of the Cornwall Park School and Consul for Ecuador, aged 58. [1447,1315,1658,1346]
press-association-credit: (By Telegraph.—Press Association) [1714,120,1843,130]
column-7 [1672,43,1884,1960]
column-2 [261,43,492,1960]
calendar-table [24,484,239,519]
column-divider [1665,43,1667,1960]
personal-item: Lieutenant-Commissioner F. Adams, territorial commander, and Brigadier A. Suter, divisional commander of the Salvation Army, arrived in Hamilton this afternoon to take part in the 50th anniversary celebrations of the Hamilton Corps. [1447,831,1658,883]
news-item: "Back to Normal."—"Unemployment in the Dominion is back to normal," said the Minister of Labour, the Hon. H. T. Armstrong, at a civic reception at Napier yesterday. "It is no more serious to-day than it has been at any time previously." [1447,178,1658,220]
household-ad: Household and Furnishing Week.—Your chance to save big money on blankets, Down Quilts, Sheets, furnishings, etc., by purchasing this week from Hooker & Kingston, Ltd. Super values on all Manchester goods and then on top of that there is a special promotional offer of a penny in the shilling discount off all purchases. You can see what a big saving this will be 8 1-3 per cent discount off all goods bought in our Manchester and furnishing departments this week! Hurry along. [1221,1248,1432,1342]
rainfall-heading: The Rainfall [105,267,158,277]
mayoralty-paragraph: Next week the residents of Hamilton will be called upon to elect a Mayor for the ensuing term. The retiring occupant of that office has served the town faithfully and well, and has maintained at all times the dignity of the Mayoralty. The post is the most important, from a purely local point of view, that the residents are called upon to fill. It is a civic honour which they can confer on one of their fellow citizens, and the choice is not one to be undertaken lightly. On this occasion there are two candidates for the office, Mr H. D. Caro and Mr C. Croall. The former has been connected with the administration of civic affairs for some years and has held the office of deputy-mayor. Mr Croall has not been actively engaged in local government, but is the nominee of the Labour Party, and during the past week or two he has explained the views of that organisation on local matters. Many people are inclined to resent the intrusion of party politics into the civic arena, but the supporters of the Labour Party hold that local bodies can do much to implement the policy of the major organisation, and their president recently urged them to make every effort to capture control of local bodies as it would be of value in view of the political campaign that must be waged later in the year. [752,243,1207,394]
jurors-paragraph: There had been, said the foreman, a fairly considerable amount of criticism voiced by jurors. [1447,1111,1658,1132]
result-text: 2—2 TRADESMAN, 7.6 (N. Vaughan) .... 1; 6—6 PALUSTRE, 7.5 (A. Lowen) .... 2; 1—1 TONNERRE, 7.1 (H. Long) .... 3. Scr: Yoah, Nona Bay, Miss Lu, Lunesco, Te Hai. [507,224,738,256]
mayoralty-paragraph: On these grounds Mr Caro has a strong claim to the support of the electors. For several years he has devoted much time and attention to civic affairs, and during the depression the demands made on those holding any local office were very heavy. He has been chairman of the finance and transport committees for a considerable time, and probably not many residents realise what calls these duties make. Throughout Mr Caro has shown a strong desire to assist all movements designed to further the interests of Hamilton. It may be said that those who do this work find their satisfaction in it, but even if that were so, years of service are deserving of recognition, and of public preferment. The choice offered the electors on Wednesday is between one who has served a lengthy apprenticeship in local administration and one who makes no claim to any experience in these things but holds certain political views and is a member of an organisation which believes firmly that control of local bodies could be made to serve the larger political issues. Viewed calmly and dispassionately it will be admitted that one who has served conscientiously is deserving of promotion. It would be a fitting recognition of work well done. There would also be an assurance that the direction of the Borough Council activities would be in experienced hands, and that is an aspect not to be lightly put aside. Matters concerning politics will come up for settlement later in the year. The duty in the coming week will be to elect a Mayor and council to administer the affairs of this centre, and in selecting one to occupy the mayoral chair the service which Mr Caro has given should weigh with the electors. There is no other means by which the residents of a borough can recognise good public work. [752,545,1207,747]
table-header-row: Sunrise a.m. Sunset p.m. [122,485,237,495]
pukekohe-heading: PUKEKOHE RACES [577,81,668,91]
news-item: Traffic Bridge Repairs.—The repairs to the Hamilton traffic bridge are nearing completion. The new electric light standards are being manufactured in the Hamilton borough workshops and as soon as they are completed they will be erected and the finishing touches applied to the entire work. [1447,325,1658,377]
dentistry-heading: DENTISTRY [349,288,405,298]
death-notice: ROSS.—On May 6, 1938, at a private hospital, Auckland, Lucy Anastasia, loved wife of George W. Ross, of Taumarunui, and loved mother of Mrs F. Connell, 8 Sunshine Road, Mount Eden, Mrs Myra Booth, Hamilton, and Mrs J. McKenna, Ngatamati; in her 64th year. "R.I.P." Requiem Mass will be celebrated at the Church of the Good Shepherd, Balmoral Avenue, at 9 a.m. to-day (Saturday). Funeral leaving the church 2.30 p.m. for Hillsborough Cemetery. [1221,107,1432,202]
barometer-table [24,143,239,167]
news-item-text: Struck on the head by a jig prop which pulled out suddenly, Mr Timothy Gallagher, a miner (43), suffered serious injuries while working in the Liverpool State Colliery at Rewanui. He died in the Grey Hospital yesterday. [1447,224,1658,276]
municipal-elections: MUNICIPAL ELECTIONS. [279,171,475,188]
secretary-signature: R. P. SMITH, Secretary. [335,266,419,276]
news-item: Philatelic Society.—A fine display of Australian stamps lent by the Post and Telegraph Department was the chief feature of the monthly meeting of the Hamilton Philatelic Society on Thursday night. Four new members were elected. [1221,573,1432,614]
result-heading: HARRISVILLE HACK CUP HANDICAP [534,131,710,142]
result-heading: EGMONT MEETING [576,508,668,518]
result-heading: NELSON MEETING [578,318,666,328]
news-item-text: The treasurer of the Wanganui Agricultural Association submitted a statement at the last meeting. It showed that the general account as at May 1 stood at £423 9s 3d, the building fund at £303 9s 1d, and the credit balance at the bank totalled £730 14s 4d. Accounts amounting to £13 0s 5d were passed for payment. [1221,729,1432,792]
educational-heading: EDUCATIONAL [341,538,412,548]
law-at-fault-headline: THE LAW AT FAULT [1712,312,1845,327]
table-row: 7 Saturday 2.11 2.29 [25,612,237,622]
goldie-name: GOLDIE ANDERSON (HAMILTON), LTD. DENTISTS. [298,430,456,482]
news-item-lead: Heavy Orange Loss. [1221,673,1298,684]
gresham-name: E. R. GRESHAM, [313,827,441,844]
news-item-lead: They Didn't Mind! [1221,405,1298,416]
result-heading: PAERATA HANDICAP [573,211,672,221]
tides-table [24,599,239,635]
result-text: 1—BARRISTER, 7.6 (S. J. Tremain) .... 1; 4—GAY STREAK, 8.7 (C. G. Goulsbro) .... 2; 3—VASLO, car. 7.4 (J. McInally) .... 3. Scr: Ringshoi, Alyth, Racette. The placing as originally announced were: Barrister 1, Vasloo 2 and Gay Streak 3, but the order of the second and third was reversed, following a conference of the judicial committee. [507,145,738,207]
news-item-lead: Philatelic Society. [1221,573,1286,583]
birth-heading: BIRTH [1311,46,1342,56]
death-heading: DEATH [1310,94,1343,104]
result-text: Morrinsville: Seniors: Terriers 6, Kereone 6; Old Boys 11, United 3. Juniors: Kereone 3, Rovers 0; Old Boys 6, United 3. Te Aroha: Old Boys 28, Tui Maori 3. [507,858,738,889]
results-list [507,107,738,975]
moon-heading: PHASES OF THE MOON [76,523,186,533]
assurance-text: TO-DAY YOU DEAL WITH ASSURANCE AT [34,973,229,984]
law-paragraph: The inevitable result, he contended, was that working-men were faced with the necessity of indulging in a short, sharp drinking bout, since it was impossible for them to enjoy a leisurely drink after dinner, when it would be much better for them. [1672,458,1884,513]
news-item-lead: Traffic Bridge Repairs. [1447,325,1540,335]
column-divider [745,43,746,1960]
news-item-lead: "Back to Normal." [1447,178,1520,189]
result-text: 1—LUCIDUS, 9.12 .... 1; 2—KINKLE, 9.0 .... 2; 3—WINDSOR LAD, 11.7 .... 3. Scr: Sand-Hift. [507,107,738,128]
news-item-text: A fine display of Australian stamps lent by the Post and Telegraph Department was the chief feature of the monthly meeting of the Hamilton Philatelic Society on Thursday night. Four new members were elected. [1221,573,1432,614]
newspaper-title: The Waikato Times [752,43,1207,176]
arms-paragraph: The report that the Government at Washington has decided to support a resolution lifting the embargo on the shipment of arms to Spain is of first importance. The United States authorities have taken no part in the non-intervention conferences or policies, and many leading men in the Republic have contended that the neutrality laws did not apply because Spain was not at war with any country. The same contention has been made with regard to the struggle in the Far East, where war has not yet been declared. To many supporters of the Government in Spain the decision will appear to have come too late in the day. Had it been made when the Government forces controlled the ports on the northern coast it might have proved a turning point in the conflict, but to-day the Government forces hold only a few ports in the Mediterranean and they are frequently raided by insurgent aircraft. The Franco forces would be able to draw on American supplies if required, but the acquisition of arms and munitions would be of greater importance to the Government because they have had difficulty in obtaining supplies while their opponents could draw on both Germany and Italy. [752,793,1207,931]
news-item-text: The number of radio receiving licenses in force at March 31 was 285,007, representing an increase of 43,700, or 18 per cent. over the corresponding figures a year ago. [1447,78,1658,119]
news-item: Winter Show Entries.—The final day for the receiving of entries for the Waikato Winter Show, which opens on June 1, has been fixed by the Waikato Winter Show Association as May 14. The entries for the poultry section will close on Monday, May 9. [1221,618,1432,670]
table-row: Friday 30.20 [25,144,237,154]
news-item-lead: British Treasury Bills. [1447,279,1530,290]
barometer-heading: Barometer [109,130,154,140]
accommodation-subheading: ACCOMMODATION PROBLEM [1481,973,1624,983]
sports-edition-banner: SPORTS EDITION [507,43,738,74]
personal-item: Mr A. G. Simmers, M.A., formerly on the staff of the Mount Albert Grammar School, and now of Thames Boys' High School, has been appointed mathematics and science master at the Southland Technical College. [1447,685,1658,727]
memoriam-heading: IN MEMORIAM [1291,205,1363,215]
result-heading: AMBERLEY RACES [577,355,667,365]
news-item-lead: Fishing Conditions. [1221,1110,1295,1120]
table-row: Thursday 72 57 [25,196,237,206]
grimshaw-text: WAIKATO'S LEADING FUNERAL DIRECTORS. Hood St., Hamilton. Phone 2182 any hour. Res., 7 Thackeray St. [24,681,239,702]
barometer-text: The barometer is steady at 30.20. Generally fair weather is indicated to-day and to-morrow, with mild temperatures, northerly winds prevailing, and scattered showers. [24,232,239,263]
boyes-heading: GEO. BOYES & CO., LTD. [73,714,189,724]
news-item-lead: Wanganui Show Finance. [1221,729,1316,739]
dentist-heading-2: DENTIST [356,813,398,824]
result-text: The totalisator at Pukekohe to-day handled £28,019 for the seven races, compared with £34,523 for eight races in the same meeting last year (which was held on Coronation Day), a decrease of £6504. [507,272,738,314]
thermometer-table [24,183,239,219]
masthead-rule [16,31,1883,33]
topics-heading: TOPICS OF THE DAY [752,1152,1207,1177]
jurors-paragraph: With the remarks made by the foreman His Honour expressed complete agreement. There should be adequate seating provided. [1447,1135,1658,1166]
column-divider [1440,43,1441,1960]
news-item-lead: Raglan Chronicle. [1221,315,1290,325]
particulars-text: For full particulars apply: [87,804,176,814]
celebration-subheading: CELEBRATION IN HAMILTON [1708,714,1848,724]
risley-ad: RISLEY & CO., Ward Street, now have a complete range of Electrical Fittings. [261,1057,492,1078]
weather-intro: The following local observations on the weather are supplied by Miss Budd, of Messrs Bailey, Ivery and Webster, Limited, Hamilton: [24,96,239,127]
jurors-paragraph: His Honour: Then apply again, with a direction from the Court. When men are called to perform a duty it is the highest function of the State—the administration of justice—the least that can be done is to provide them with decent comfort. [1447,1194,1658,1246]
